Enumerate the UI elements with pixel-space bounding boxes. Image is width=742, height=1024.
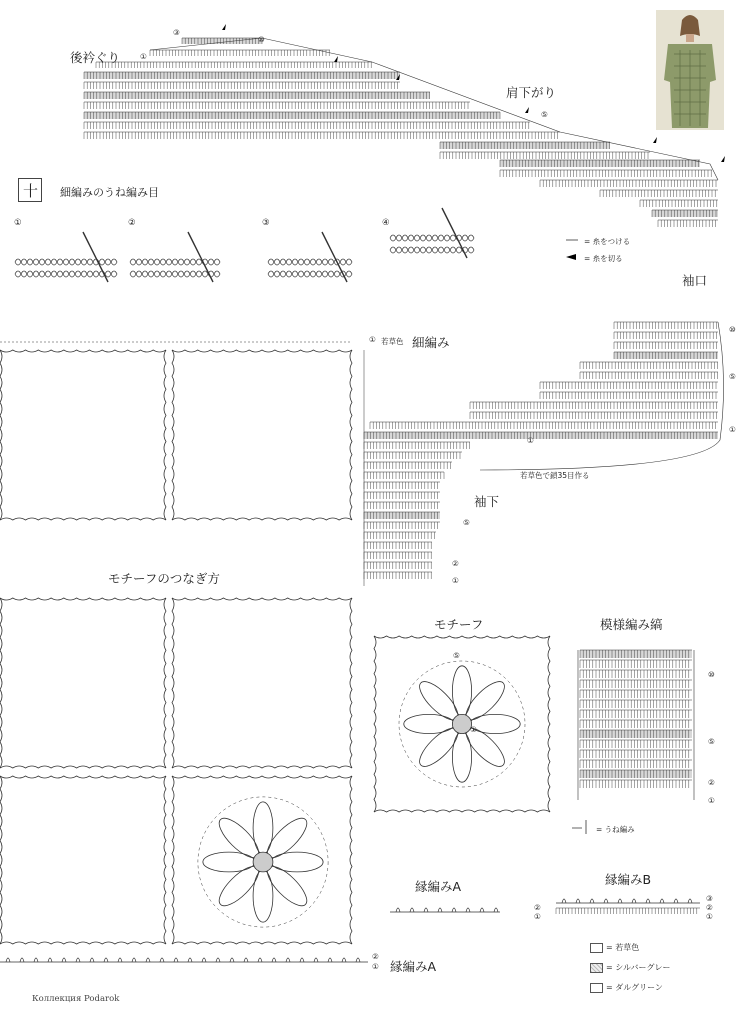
- motif-square-e-right: [164, 776, 166, 944]
- step-3: ③: [262, 218, 270, 228]
- legend-cut-symbol: [566, 254, 576, 260]
- mark-sleeve-two: ②: [452, 559, 459, 568]
- step-4: ④: [382, 218, 390, 228]
- motif-square-c-right: [164, 598, 166, 768]
- sleeve-row-6: [540, 382, 716, 389]
- mark-edge-a-two: ②: [534, 903, 541, 912]
- sleeve-row-3-fill: [614, 352, 718, 359]
- model-photo: [656, 10, 724, 130]
- joined-motif-flower-petal-4: [203, 852, 255, 872]
- motif-standalone-top: [374, 636, 550, 638]
- mark-motif-five: ⑤: [453, 651, 460, 660]
- edging-b-row: [556, 908, 697, 914]
- motif-square-b-left: [172, 350, 174, 520]
- motif-square-b-bottom: [172, 518, 352, 520]
- bodice-row-8: [84, 122, 529, 129]
- motif-square-c-top: [0, 598, 166, 600]
- sleeve-row-13: [364, 452, 460, 459]
- label-motif-joining: モチーフのつなぎ方: [108, 571, 220, 586]
- mark-edge-b-three: ③: [706, 894, 713, 903]
- mark-stripe-one: ①: [708, 796, 715, 805]
- mark-motif-one: ①: [470, 725, 477, 734]
- stripe-row-0-fill: [580, 650, 692, 658]
- joined-motif-flower-center: [253, 852, 273, 872]
- label-stripe-pattern: 模様編み縞: [600, 617, 663, 632]
- mark-edge-b-two: ②: [706, 903, 713, 912]
- bodice-row-13: [500, 170, 711, 177]
- stitch-symbol: 十: [23, 182, 39, 200]
- label-underarm: 袖下: [474, 494, 500, 509]
- label-motif: モチーフ: [434, 617, 484, 632]
- edging-a-sample: [390, 908, 500, 912]
- joined-motif-flower-petal-0: [271, 852, 323, 872]
- legend-label-wakakusa: = 若草色: [606, 943, 640, 952]
- bodice-row-6: [84, 102, 468, 109]
- sleeve-row-8: [470, 402, 716, 409]
- label-chain-note: 若草色で鎖35目作る: [520, 471, 590, 480]
- model-photo-art: [656, 10, 724, 130]
- motif-square-d-top: [172, 598, 352, 600]
- legend-swatch-silver-grey: [590, 963, 603, 973]
- motif-square-f-left: [172, 776, 174, 944]
- label-stitch-title: 細編みのうね編み目: [60, 186, 159, 199]
- motif-standalone-left: [374, 636, 376, 812]
- legend-silver-grey: [590, 962, 671, 973]
- credit-text: Коллекция Podarok: [32, 994, 120, 1004]
- motif-square-e-top: [0, 776, 166, 778]
- sleeve-row-9: [470, 412, 716, 419]
- stripe-row-6: [580, 710, 689, 718]
- stripe-row-13: [580, 780, 689, 788]
- mark-sleeve-one-b: ①: [452, 576, 459, 585]
- stripe-row-9: [580, 740, 689, 748]
- bodice-row-14: [540, 180, 716, 187]
- label-edging-b: 縁編みB: [605, 872, 652, 887]
- sleeve-row-0: [614, 322, 716, 329]
- label-armhole: 袖口: [682, 273, 708, 288]
- mark-neck-one: ①: [140, 52, 147, 61]
- motif-square-b-top: [172, 350, 352, 352]
- bodice-row-1: [150, 50, 329, 56]
- motif-square-f-top: [172, 776, 352, 778]
- joined-motif-flower-petal-6: [253, 802, 273, 854]
- legend-swatch-dull-green: [590, 983, 603, 993]
- sleeve-row-17: [364, 492, 438, 499]
- motif-square-a-bottom: [0, 518, 166, 520]
- stitch-step-4-rope: [390, 235, 474, 253]
- sleeve-row-1: [614, 332, 716, 339]
- motif-square-d-right: [350, 598, 352, 768]
- stripe-row-3: [580, 680, 689, 688]
- mark-armhole-five: ⑤: [729, 372, 736, 381]
- motif-square-d-bottom: [172, 766, 352, 768]
- sleeve-row-16: [364, 482, 438, 489]
- yarn-cut-mark-1: [334, 56, 338, 62]
- mark-bottom-one: ①: [372, 962, 379, 971]
- bodice-row-0-fill: [182, 38, 262, 44]
- sleeve-row-7: [540, 392, 716, 399]
- sleeve-row-19-fill: [364, 512, 440, 519]
- motif-square-a-left: [0, 350, 2, 520]
- joined-motif-flower-petal-2: [253, 870, 273, 922]
- motif-standalone-right: [548, 636, 550, 812]
- stripe-row-12-fill: [580, 770, 692, 778]
- sleeve-row-25: [364, 572, 431, 579]
- stripe-row-4: [580, 690, 689, 698]
- mark-sleeve-one: ①: [527, 436, 534, 445]
- label-edging-a-upper: 縁編みA: [415, 879, 462, 894]
- sleeve-row-15: [364, 472, 444, 479]
- motif-square-c-left: [0, 598, 2, 768]
- stripe-row-2: [580, 670, 689, 678]
- mark-edge-a-one: ①: [534, 912, 541, 921]
- sleeve-row-22: [364, 542, 431, 549]
- motif-flower-petal-4: [404, 714, 454, 733]
- stitch-step-4-hook: [442, 208, 467, 258]
- label-rib-stitch: = うね編み: [596, 825, 635, 834]
- sleeve-row-20: [364, 522, 438, 529]
- bodice-row-15: [600, 190, 715, 197]
- yarn-cut-mark-0: [222, 24, 226, 30]
- motif-standalone-bottom: [374, 810, 550, 812]
- rib-stitch-symbol: [572, 820, 586, 834]
- sleeve-row-18: [364, 502, 438, 509]
- stripe-row-7: [580, 720, 689, 728]
- motif-square-f-right: [350, 776, 352, 944]
- stripe-row-1: [580, 660, 689, 668]
- step-1: ①: [14, 218, 22, 228]
- motif-square-a-top: [0, 350, 166, 352]
- bodice-row-12-fill: [500, 160, 700, 167]
- mark-neck-top: ③: [173, 28, 180, 37]
- motif-square-e-bottom: [0, 942, 166, 944]
- yarn-cut-mark-4: [653, 137, 657, 143]
- mark-shoulder-five: ⑤: [541, 110, 548, 119]
- legend-dull-green: [590, 982, 663, 993]
- bodice-row-16: [640, 200, 717, 207]
- label-back-neckline: 後衿ぐり: [70, 50, 121, 65]
- sleeve-row-24: [364, 562, 431, 569]
- label-shoulder-slope: 肩下がり: [506, 85, 557, 100]
- bodice-row-11: [440, 152, 648, 159]
- yarn-cut-mark-3: [525, 107, 529, 113]
- sleeve-row-4: [580, 362, 718, 369]
- mark-bottom-two: ②: [372, 952, 379, 961]
- stitch-step-2-hook: [188, 232, 213, 282]
- mark-armhole-one: ①: [729, 425, 736, 434]
- mark-neck-ten: ⑩: [258, 35, 265, 44]
- mark-sc-one: ①: [369, 335, 376, 344]
- motif-square-a-right: [164, 350, 166, 520]
- motif-flower-center: [452, 714, 471, 733]
- edging-b-sample: [556, 899, 700, 903]
- mark-stripe-two: ②: [708, 778, 715, 787]
- motif-flower-petal-0: [470, 714, 520, 733]
- sleeve-row-10: [370, 422, 716, 429]
- sleeve-row-23: [364, 552, 431, 559]
- step-2: ②: [128, 218, 136, 228]
- bottom-edging-a: [0, 958, 368, 962]
- sleeve-row-21: [364, 532, 434, 539]
- motif-square-c-bottom: [0, 766, 166, 768]
- stripe-row-8-fill: [580, 730, 692, 738]
- sleeve-row-2: [614, 342, 716, 349]
- mark-edge-b-one: ①: [706, 912, 713, 921]
- legend-label-silver-grey: = シルバーグレー: [606, 963, 671, 972]
- mark-armhole-ten: ⑩: [729, 325, 736, 334]
- legend-label-dull-green: = ダルグリーン: [606, 983, 663, 992]
- label-wakakusa: 若草色: [381, 337, 404, 346]
- legend-yarn-attach: = 糸をつける: [584, 237, 631, 246]
- sleeve-row-5: [580, 372, 718, 379]
- mark-sleeve-five: ⑤: [463, 518, 470, 527]
- bodice-row-4: [84, 82, 398, 89]
- motif-square-d-left: [172, 598, 174, 768]
- sleeve-row-14: [364, 462, 450, 469]
- label-edging-a-lower: 縁編みA: [390, 959, 437, 974]
- stripe-row-5: [580, 700, 689, 708]
- bodice-row-18: [658, 220, 716, 227]
- motif-square-f-bottom: [172, 942, 352, 944]
- legend-yarn-cut: = 糸を切る: [584, 254, 623, 263]
- motif-flower-petal-6: [452, 666, 471, 716]
- legend-wakakusa: [590, 942, 639, 953]
- label-single-crochet: 細編み: [412, 335, 450, 350]
- mark-stripe-five: ⑤: [708, 737, 715, 746]
- mark-stripe-ten: ⑩: [708, 670, 715, 679]
- neck-slope-line: [150, 38, 718, 180]
- yarn-cut-mark-5: [721, 156, 725, 162]
- bodice-row-17-fill: [652, 210, 718, 217]
- stripe-row-11: [580, 760, 689, 768]
- bodice-row-17: [652, 210, 716, 217]
- sleeve-row-12: [364, 442, 470, 449]
- stitch-symbol-box: [18, 178, 42, 202]
- stripe-row-10: [580, 750, 689, 758]
- motif-flower-petal-2: [452, 732, 471, 782]
- motif-square-e-left: [0, 776, 2, 944]
- bodice-row-2: [96, 62, 371, 68]
- legend-swatch-wakakusa: [590, 943, 603, 953]
- motif-square-b-right: [350, 350, 352, 520]
- bodice-row-9: [84, 132, 558, 139]
